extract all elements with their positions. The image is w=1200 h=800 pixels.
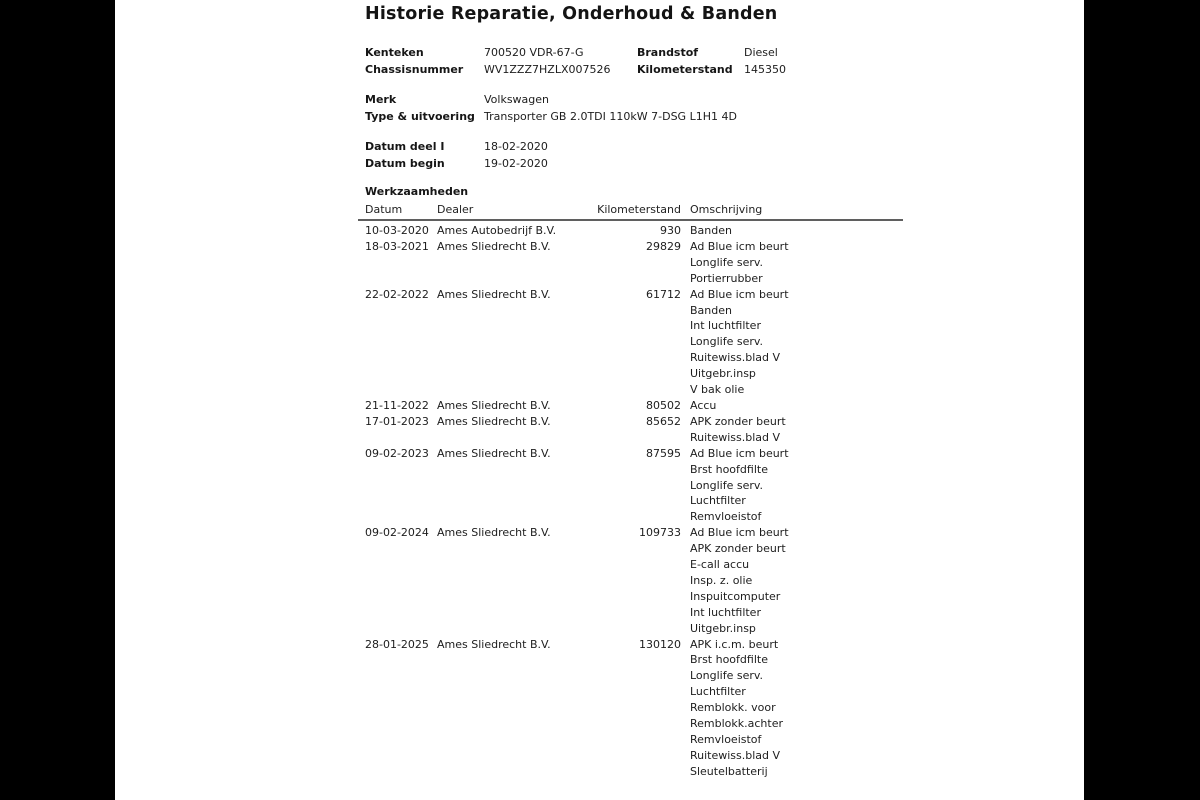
header-omschrijving: Omschrijving <box>690 203 763 216</box>
omschrijving-line: Ruitewiss.blad V <box>690 351 781 365</box>
cell-omschrijving <box>690 525 903 636</box>
cell-datum: 10-03-2020 <box>365 224 429 237</box>
cell-kilometerstand: 930 <box>660 224 681 237</box>
omschrijving-line: Brst hoofdfilte <box>690 462 768 476</box>
brandstof-value: Diesel <box>744 46 778 59</box>
omschrijving-line: Ruitewiss.blad V <box>690 430 781 444</box>
info-row-merk <box>365 92 1065 109</box>
cell-datum: 18-03-2021 <box>365 239 429 253</box>
omschrijving-line: Ad Blue icm beurt <box>690 526 789 540</box>
cell-omschrijving <box>690 398 903 414</box>
service-table-body <box>365 221 903 780</box>
vehicle-id-block <box>365 45 1065 78</box>
header-kilometerstand: Kilometerstand <box>597 203 681 216</box>
omschrijving-line: V bak olie <box>690 383 745 397</box>
omschrijving-line: APK zonder beurt <box>690 414 786 428</box>
omschrijving-line: Remblokk.achter <box>690 717 784 731</box>
header-dealer: Dealer <box>437 203 474 216</box>
cell-kilometerstand: 85652 <box>646 414 681 428</box>
omschrijving-line: Uitgebr.insp <box>690 621 756 635</box>
omschrijving-line: APK zonder beurt <box>690 542 786 556</box>
info-row-datum-begin <box>365 156 1065 173</box>
dates-block <box>365 139 1065 172</box>
cell-kilometerstand: 109733 <box>639 526 681 540</box>
info-row-chassisnummer <box>365 62 1065 79</box>
cell-omschrijving <box>690 446 903 526</box>
section-title-werkzaamheden: Werkzaamheden <box>365 185 469 198</box>
omschrijving-line: E-call accu <box>690 558 750 572</box>
cell-dealer: Ames Sliedrecht B.V. <box>437 414 551 428</box>
cell-omschrijving <box>690 637 903 780</box>
cell-omschrijving <box>690 239 903 287</box>
page-title: Historie Reparatie, Onderhoud & Banden <box>365 4 778 24</box>
table-row <box>365 239 903 287</box>
omschrijving-line: Insp. z. olie <box>690 573 753 587</box>
omschrijving-line: Uitgebr.insp <box>690 367 756 381</box>
vehicle-type-block <box>365 92 1065 125</box>
cell-dealer: Ames Sliedrecht B.V. <box>437 287 551 301</box>
merk-label: Merk <box>365 93 397 106</box>
cell-dealer: Ames Autobedrijf B.V. <box>437 224 557 237</box>
omschrijving-line: Ad Blue icm beurt <box>690 239 789 253</box>
omschrijving-line: APK i.c.m. beurt <box>690 637 779 651</box>
omschrijving-line: Remblokk. voor <box>690 701 776 715</box>
cell-dealer: Ames Sliedrecht B.V. <box>437 398 551 412</box>
kenteken-value: 700520 VDR-67-G <box>484 46 584 59</box>
brandstof-label: Brandstof <box>637 46 699 59</box>
datum-deel-label: Datum deel I <box>365 140 445 153</box>
omschrijving-line: Accu <box>690 398 717 412</box>
header-datum: Datum <box>365 203 403 216</box>
cell-datum: 09-02-2024 <box>365 526 429 540</box>
cell-kilometerstand: 80502 <box>646 398 681 412</box>
service-history-table <box>358 203 903 780</box>
cell-dealer: Ames Sliedrecht B.V. <box>437 446 551 460</box>
kilometerstand-value: 145350 <box>744 62 786 76</box>
omschrijving-line: Longlife serv. <box>690 335 764 349</box>
header-gap <box>681 203 690 217</box>
omschrijving-line: Luchtfilter <box>690 494 746 508</box>
info-row-kenteken <box>365 45 1065 62</box>
omschrijving-line: Int luchtfilter <box>690 605 761 619</box>
info-row-datum-deel <box>365 139 1065 156</box>
omschrijving-line: Longlife serv. <box>690 255 764 269</box>
chassisnummer-label: Chassisnummer <box>365 62 464 76</box>
cell-datum: 09-02-2023 <box>365 446 429 460</box>
table-header-row <box>365 203 903 219</box>
table-row <box>365 223 903 239</box>
cell-omschrijving <box>690 287 903 398</box>
cell-kilometerstand: 29829 <box>646 239 681 253</box>
table-row <box>365 398 903 414</box>
cell-kilometerstand: 61712 <box>646 287 681 301</box>
omschrijving-line: Luchtfilter <box>690 685 746 699</box>
cell-omschrijving <box>690 414 903 446</box>
omschrijving-line: Longlife serv. <box>690 478 764 492</box>
cell-dealer: Ames Sliedrecht B.V. <box>437 526 551 540</box>
table-row <box>365 446 903 526</box>
merk-value: Volkswagen <box>484 93 550 106</box>
omschrijving-line: Ad Blue icm beurt <box>690 287 789 301</box>
cell-kilometerstand: 130120 <box>639 637 681 651</box>
info-row-type <box>365 109 1065 126</box>
omschrijving-line: Remvloeistof <box>690 733 762 746</box>
datum-begin-value: 19-02-2020 <box>484 156 548 170</box>
document-page <box>115 0 1084 800</box>
table-row <box>365 525 903 636</box>
omschrijving-line: Brst hoofdfilte <box>690 653 768 667</box>
type-value: Transporter GB 2.0TDI 110kW 7-DSG L1H1 4D <box>484 109 737 123</box>
table-row <box>365 414 903 446</box>
cell-dealer: Ames Sliedrecht B.V. <box>437 637 551 651</box>
table-row <box>365 287 903 398</box>
omschrijving-line: Remvloeistof <box>690 510 762 524</box>
table-row <box>365 637 903 780</box>
omschrijving-line: Longlife serv. <box>690 669 764 683</box>
omschrijving-line: Sleutelbatterij <box>690 764 768 778</box>
cell-datum: 21-11-2022 <box>365 398 429 412</box>
omschrijving-line: Banden <box>690 224 732 237</box>
kenteken-label: Kenteken <box>365 46 424 59</box>
kilometerstand-label: Kilometerstand <box>637 62 733 76</box>
omschrijving-line: Ruitewiss.blad V <box>690 748 781 762</box>
type-label: Type & uitvoering <box>365 109 475 123</box>
omschrijving-line: Banden <box>690 303 732 317</box>
cell-datum: 22-02-2022 <box>365 287 429 301</box>
cell-kilometerstand: 87595 <box>646 446 681 460</box>
chassisnummer-value: WV1ZZZ7HZLX007526 <box>484 62 611 76</box>
cell-datum: 17-01-2023 <box>365 414 429 428</box>
cell-datum: 28-01-2025 <box>365 637 429 651</box>
omschrijving-line: Inspuitcomputer <box>690 589 781 603</box>
cell-omschrijving <box>690 223 903 239</box>
cell-dealer: Ames Sliedrecht B.V. <box>437 239 551 253</box>
omschrijving-line: Portierrubber <box>690 271 763 285</box>
omschrijving-line: Int luchtfilter <box>690 319 761 333</box>
omschrijving-line: Ad Blue icm beurt <box>690 446 789 460</box>
datum-deel-value: 18-02-2020 <box>484 140 548 153</box>
datum-begin-label: Datum begin <box>365 156 445 170</box>
